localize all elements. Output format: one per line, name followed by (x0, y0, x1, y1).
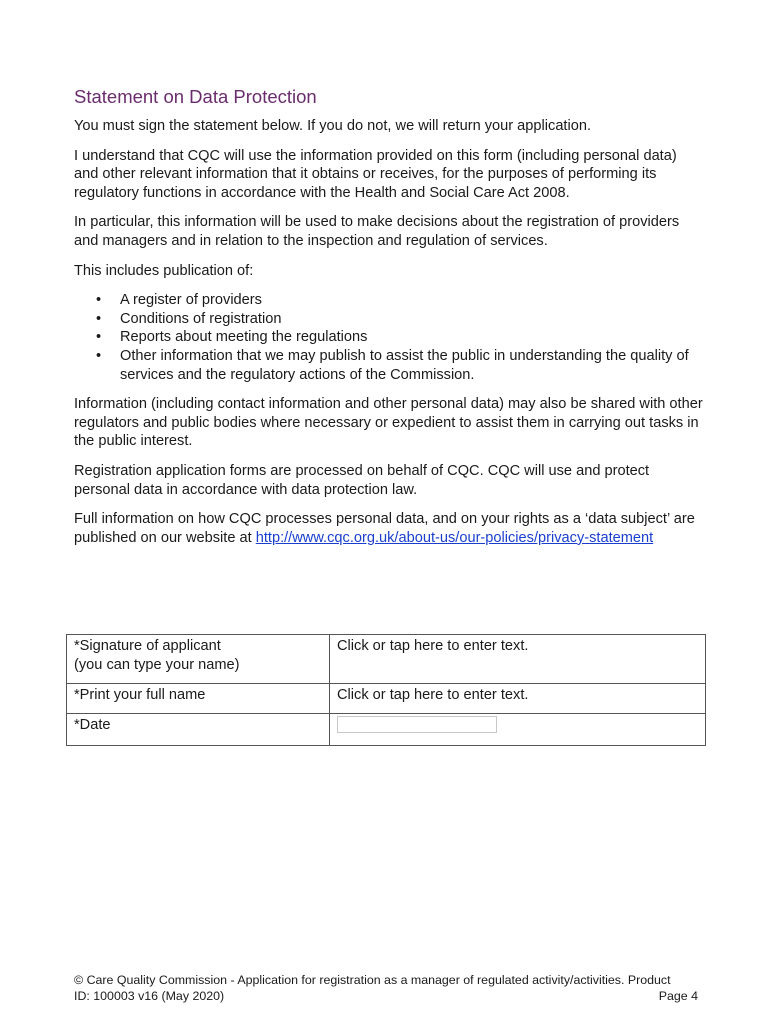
list-item: • Conditions of registration (120, 310, 704, 329)
signature-label: *Signature of applicant (74, 638, 221, 654)
intro-paragraph: You must sign the statement below. If you do not, we will return your application. (74, 118, 592, 134)
includes-paragraph: This includes publication of: (74, 262, 254, 279)
full-name-field[interactable]: Click or tap here to enter text. (330, 684, 706, 714)
list-item: • Reports about meeting the regulations (120, 328, 704, 347)
signature-table (66, 634, 706, 746)
privacy-statement-link[interactable]: http://www.cqc.org.uk/about-us/our-policies/privacy-statement (255, 529, 654, 546)
processed-paragraph: Registration application forms are processed on behalf of CQC. CQC will use and protect personal data in accordance with data protection law. (74, 462, 650, 498)
page-number: Page 4 (658, 989, 698, 1003)
particular-paragraph: In particular, this information will be used to make decisions about the registration of providers and managers and in relation to the inspection and regulation of services. (74, 214, 680, 249)
table-row (67, 714, 706, 746)
date-input[interactable] (337, 716, 497, 733)
list-item: • A register of providers (120, 291, 704, 310)
signature-field[interactable]: Click or tap here to enter text. (330, 635, 706, 684)
full-info-text: Full information on how CQC processes personal data, and on your rights as a ‘data subject’ are published on our website at (74, 511, 695, 546)
publication-list (74, 291, 704, 384)
signature-sublabel: (you can type your name) (74, 656, 240, 673)
shared-paragraph: Information (including contact information and other personal data) may also be shared with other regulators and public bodies where necessary or expedient to assist them in carrying out tasks in the public interest. (74, 396, 703, 450)
signature-label-cell (67, 635, 330, 684)
footer-copyright: © Care Quality Commission - Application for registration as a manager of regulated activity/activities. Product (74, 973, 671, 987)
understand-paragraph: I understand that CQC will use the information provided on this form (including personal data) and other relevant information that it obtains or receives, for the purposes of performing its regulatory functions in accordance with the Health and Social Care Act 2008. (74, 147, 677, 201)
document-body (74, 86, 704, 558)
footer-line-2 (74, 988, 698, 1004)
date-cell (330, 714, 706, 746)
footer-product-id: ID: 100003 v16 (May 2020) (74, 989, 225, 1003)
table-row (67, 635, 706, 684)
table-row (67, 684, 706, 714)
page-footer (74, 972, 698, 1004)
name-label: *Print your full name (67, 684, 330, 714)
date-label: *Date (67, 714, 330, 746)
full-info-paragraph (74, 510, 704, 547)
page-title: Statement on Data Protection (74, 86, 317, 107)
list-item: • Other information that we may publish to assist the public in understanding the quality of services and the regulatory actions of the Commission. (120, 347, 704, 384)
